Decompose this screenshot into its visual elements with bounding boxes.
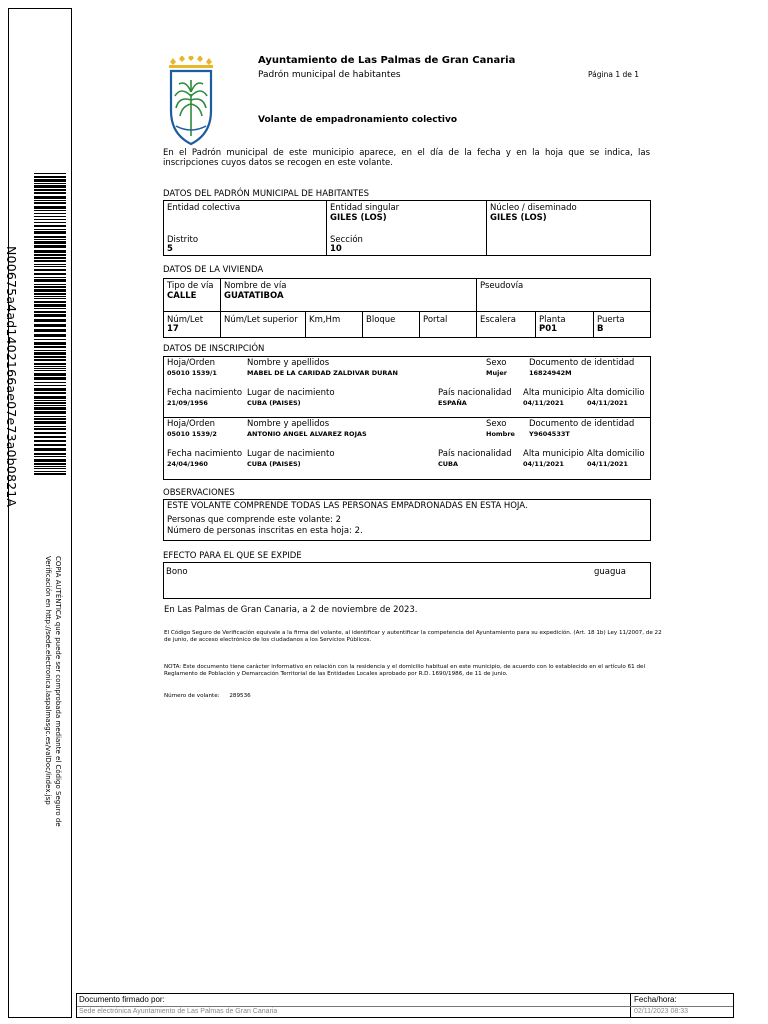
- pais-nacionalidad-label: País nacionalidad: [438, 449, 512, 459]
- sexo-label: Sexo: [486, 419, 507, 429]
- nota-legal-note: NOTA: Este documento tiene carácter informativo en relación con la residencia y el domicilio habitual en este municipio, de acuerdo con lo establecido en el artículo 61 del Reglamento de Población y Demarcación Territorial de las Entidades Locales aprobado por R.D. 1690/1986, de 11 de junio.: [164, 664, 646, 677]
- alta-municipio-label: Alta municipio: [523, 449, 584, 459]
- fecha-nacimiento-label: Fecha nacimiento: [167, 388, 243, 398]
- num-let-label: Núm/Let: [167, 315, 204, 325]
- coat-of-arms-icon: [166, 56, 216, 146]
- lugar-nacimiento-label: Lugar de nacimiento: [247, 449, 335, 459]
- firmado-por-value: Sede electrónica Ayuntamiento de Las Palmas de Gran Canaria: [79, 1008, 278, 1015]
- planta-label: Planta: [539, 315, 566, 325]
- fecha-nacimiento-value: 21/09/1956: [167, 399, 208, 407]
- barcode-code: N00675a4ad1402166ae07e73a0b0821A: [4, 246, 19, 508]
- nucleo-value: GILES (LOS): [490, 213, 547, 223]
- csv-legal-note: El Código Seguro de Verificación equivale a la firma del volante, al identificar y autentificar la competencia del Ayuntamiento para su expedición. (Art. 18 1b) Ley 11/2007, de 22 de junio, de acceso electrónico de los ciudadanos a los Servicios Públicos.: [164, 630, 662, 643]
- hoja-orden-value: 05010 1539/1: [167, 369, 217, 377]
- vivienda-table: [163, 278, 651, 338]
- document-subtitle: Padrón municipal de habitantes: [258, 70, 401, 80]
- volante-number-label: Número de volante:: [164, 693, 220, 699]
- inscripcion-section-heading: DATOS DE INSCRIPCIÓN: [163, 344, 265, 354]
- pseudovia-label: Pseudovía: [480, 281, 524, 291]
- efecto-right-text: guagua: [594, 567, 626, 577]
- fecha-nacimiento-value: 24/04/1960: [167, 460, 208, 468]
- pais-nacionalidad-value: ESPAÑA: [438, 399, 467, 407]
- escalera-label: Escalera: [480, 315, 516, 325]
- barcode: [34, 173, 66, 475]
- documento-label: Documento de identidad: [529, 358, 635, 368]
- signature-footer: [76, 993, 734, 1018]
- alta-municipio-value: 04/11/2021: [523, 460, 564, 468]
- documento-value: 16824942M: [529, 369, 572, 377]
- sexo-value: Hombre: [486, 430, 515, 438]
- inscripcion-table: [163, 356, 651, 480]
- entidad-singular-value: GILES (LOS): [330, 213, 387, 223]
- observation-line: Número de personas inscritas en esta hoja: 2.: [167, 526, 363, 536]
- page-number: Página 1 de 1: [588, 70, 640, 79]
- intro-paragraph: En el Padrón municipal de este municipio aparece, en el día de la fecha y en la hoja que se indica, las inscripciones cuyos datos se recogen en este volante.: [163, 148, 650, 168]
- km-hm-label: Km,Hm: [309, 315, 341, 325]
- pais-nacionalidad-value: CUBA: [438, 460, 459, 468]
- nombre-via-label: Nombre de vía: [224, 281, 287, 291]
- copy-authenticity-note: [43, 556, 63, 827]
- hoja-orden-label: Hoja/Orden: [167, 419, 216, 429]
- puerta-label: Puerta: [597, 315, 625, 325]
- observation-line: Personas que comprende este volante: 2: [167, 515, 342, 525]
- sexo-label: Sexo: [486, 358, 507, 368]
- nombre-label: Nombre y apellidos: [247, 419, 330, 429]
- lugar-nacimiento-value: CUBA (PAISES): [247, 399, 301, 407]
- seccion-label: Sección: [330, 235, 363, 245]
- efecto-section-heading: EFECTO PARA EL QUE SE EXPIDE: [163, 551, 302, 561]
- padron-section-heading: DATOS DEL PADRÓN MUNICIPAL DE HABITANTES: [163, 189, 370, 199]
- hoja-orden-value: 05010 1539/2: [167, 430, 217, 438]
- fecha-hora-value: 02/11/2023 08:33: [634, 1008, 688, 1015]
- documento-value: Y9604533T: [529, 430, 570, 438]
- alta-domicilio-label: Alta domicilio: [587, 388, 645, 398]
- num-let-superior-label: Núm/Let superior: [224, 315, 298, 325]
- tipo-via-value: CALLE: [167, 291, 197, 301]
- nombre-value: MABEL DE LA CARIDAD ZALDIVAR DURAN: [247, 369, 398, 377]
- place-and-date: En Las Palmas de Gran Canaria, a 2 de noviembre de 2023.: [164, 605, 418, 615]
- nombre-label: Nombre y apellidos: [247, 358, 330, 368]
- tipo-via-label: Tipo de vía: [167, 281, 214, 291]
- volante-number-value: 289536: [229, 693, 251, 699]
- alta-municipio-value: 04/11/2021: [523, 399, 564, 407]
- observaciones-section-heading: OBSERVACIONES: [163, 488, 235, 498]
- hoja-orden-label: Hoja/Orden: [167, 358, 216, 368]
- nombre-value: ANTONIO ANGEL ALVAREZ ROJAS: [247, 430, 367, 438]
- document-title: Volante de empadronamiento colectivo: [258, 115, 458, 125]
- alta-domicilio-value: 04/11/2021: [587, 460, 628, 468]
- padron-table: [163, 200, 651, 256]
- seccion-value: 10: [330, 244, 342, 254]
- volante-number: [164, 693, 251, 699]
- entidad-colectiva-label: Entidad colectiva: [167, 203, 241, 213]
- nucleo-label: Núcleo / diseminado: [490, 203, 577, 213]
- copy-note-line: Verificación en http://sede.electronica.laspalmasgc.es/valDoc/index.jsp: [44, 556, 52, 805]
- fecha-nacimiento-label: Fecha nacimiento: [167, 449, 243, 459]
- firmado-por-label: Documento firmado por:: [79, 995, 165, 1004]
- efecto-left-text: Bono: [166, 567, 188, 577]
- fecha-hora-label: Fecha/hora:: [634, 995, 677, 1004]
- organization-title: Ayuntamiento de Las Palmas de Gran Canaria: [258, 55, 516, 66]
- portal-label: Portal: [423, 315, 448, 325]
- vivienda-section-heading: DATOS DE LA VIVIENDA: [163, 265, 264, 275]
- lugar-nacimiento-value: CUBA (PAISES): [247, 460, 301, 468]
- observation-line: ESTE VOLANTE COMPRENDE TODAS LAS PERSONAS EMPADRONADAS EN ESTA HOJA.: [167, 501, 528, 511]
- documento-label: Documento de identidad: [529, 419, 635, 429]
- lugar-nacimiento-label: Lugar de nacimiento: [247, 388, 335, 398]
- efecto-box: [163, 562, 651, 599]
- alta-domicilio-label: Alta domicilio: [587, 449, 645, 459]
- puerta-value: B: [597, 324, 604, 334]
- distrito-value: 5: [167, 244, 173, 254]
- distrito-label: Distrito: [167, 235, 199, 245]
- alta-municipio-label: Alta municipio: [523, 388, 584, 398]
- planta-value: P01: [539, 324, 558, 334]
- alta-domicilio-value: 04/11/2021: [587, 399, 628, 407]
- entidad-singular-label: Entidad singular: [330, 203, 400, 213]
- left-margin-strip: [8, 8, 72, 1018]
- bloque-label: Bloque: [366, 315, 396, 325]
- sexo-value: Mujer: [486, 369, 507, 377]
- copy-note-line: COPIA AUTÉNTICA que puede ser comprobada mediante el Código Seguro de: [54, 556, 62, 827]
- observaciones-box: [163, 499, 651, 541]
- num-let-value: 17: [167, 324, 179, 334]
- nombre-via-value: GUATATIBOA: [224, 291, 284, 301]
- pais-nacionalidad-label: País nacionalidad: [438, 388, 512, 398]
